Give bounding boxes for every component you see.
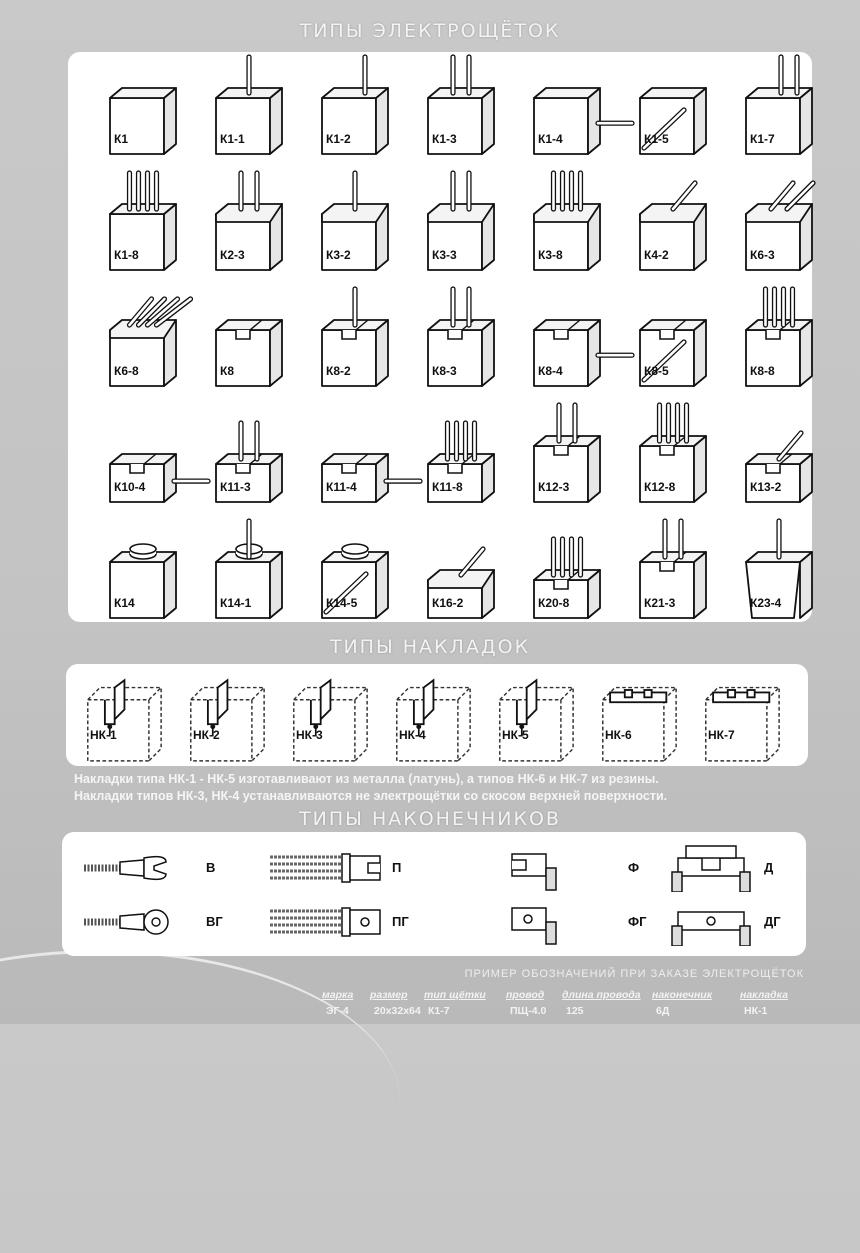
- pad-label: НК-1: [90, 728, 117, 742]
- brush-к14-5: [302, 518, 412, 628]
- brush-к20-8: [514, 518, 624, 628]
- brush-label: К21-3: [644, 596, 676, 610]
- pad-drawing: [181, 668, 291, 778]
- brush-drawing: [302, 54, 412, 164]
- brush-drawing: [90, 54, 200, 164]
- brush-drawing: [620, 170, 730, 280]
- pad-drawing: [593, 668, 703, 778]
- brush-drawing: [408, 54, 518, 164]
- brush-label: К1-3: [432, 132, 457, 146]
- brush-drawing: [620, 402, 730, 512]
- brush-к11-8: [408, 402, 518, 512]
- brush-drawing: [726, 402, 836, 512]
- brush-к1-7: [726, 54, 836, 164]
- brush-label: К14: [114, 596, 135, 610]
- brush-label: К1-1: [220, 132, 245, 146]
- brush-types-title: ТИПЫ ЭЛЕКТРОЩЁТОК: [299, 20, 561, 42]
- brush-label: К1-7: [750, 132, 775, 146]
- pad-label: НК-6: [605, 728, 632, 742]
- brush-drawing: [514, 402, 624, 512]
- order-column-head: тип щётки: [424, 989, 486, 1001]
- pad-label: НК-5: [502, 728, 529, 742]
- brush-drawing: [90, 286, 200, 396]
- tip-drawing: [504, 898, 624, 946]
- brush-к11-3: [196, 402, 306, 512]
- brush-label: К3-2: [326, 248, 351, 262]
- pad-label: НК-7: [708, 728, 735, 742]
- order-column-value: 125: [566, 1005, 584, 1017]
- brush-drawing: [620, 54, 730, 164]
- brush-drawing: [90, 402, 200, 512]
- brush-к12-8: [620, 402, 730, 512]
- brush-drawing: [408, 170, 518, 280]
- order-column-head: марка: [322, 989, 354, 1001]
- brush-label: К6-3: [750, 248, 775, 262]
- brush-drawing: [514, 518, 624, 628]
- order-column-value: ПЩ-4.0: [510, 1005, 547, 1017]
- pad-нк-1: [78, 668, 168, 758]
- tip-label: П: [392, 860, 402, 875]
- brush-drawing: [196, 402, 306, 512]
- pad-note-1: Накладки типа НК-1 - НК-5 изготавливают из металла (латунь), а типов НК-6 и НК-7 из резины.: [74, 772, 659, 786]
- pad-note-2: Накладки типов НК-3, НК-4 устанавливаются не электрощётки со скосом верхней поверхности.: [74, 789, 668, 803]
- brush-label: К8-5: [644, 364, 669, 378]
- pad-drawing: [490, 668, 600, 778]
- tip-label: ФГ: [628, 914, 647, 929]
- brush-к14: [90, 518, 200, 628]
- brush-к1-5: [620, 54, 730, 164]
- brush-к3-3: [408, 170, 518, 280]
- tip-drawing: [82, 898, 202, 946]
- pad-нк-7: [696, 668, 786, 758]
- tip-flat-fork: [268, 844, 418, 892]
- tip-label: ВГ: [206, 914, 223, 929]
- brush-label: К14-5: [326, 596, 358, 610]
- pad-types-title: ТИПЫ НАКЛАДОК: [329, 636, 531, 658]
- order-example-title: ПРИМЕР ОБОЗНАЧЕНИЙ ПРИ ЗАКАЗЕ ЭЛЕКТРОЩЁТОК: [464, 968, 804, 980]
- brush-к13-2: [726, 402, 836, 512]
- brush-label: К11-4: [326, 480, 357, 494]
- tip-double-hole: [668, 898, 818, 946]
- brush-label: К1-8: [114, 248, 139, 262]
- brush-label: К1: [114, 132, 128, 146]
- order-column-value: НК-1: [744, 1005, 768, 1017]
- tip-label: ДГ: [764, 914, 781, 929]
- tip-label: В: [206, 860, 216, 875]
- brush-drawing: [726, 518, 836, 628]
- brush-label: К23-4: [750, 596, 782, 610]
- brush-к10-4: [90, 402, 200, 512]
- tip-label: ПГ: [392, 914, 409, 929]
- tip-drawing: [82, 844, 202, 892]
- brush-label: К13-2: [750, 480, 782, 494]
- pad-label: НК-4: [399, 728, 426, 742]
- brush-label: К3-8: [538, 248, 563, 262]
- brush-к8-3: [408, 286, 518, 396]
- tip-flat-hole: [268, 898, 418, 946]
- tip-drawing: [504, 844, 624, 892]
- brush-label: К8: [220, 364, 234, 378]
- pad-label: НК-2: [193, 728, 220, 742]
- brush-label: К6-8: [114, 364, 139, 378]
- brush-label: К16-2: [432, 596, 464, 610]
- pad-drawing: [284, 668, 394, 778]
- brush-label: К11-3: [220, 480, 251, 494]
- order-column-value: ЭГ-4: [326, 1005, 349, 1017]
- brush-label: К12-3: [538, 480, 570, 494]
- tip-flag-fork: [504, 844, 654, 892]
- brush-drawing: [196, 170, 306, 280]
- brush-drawing: [726, 54, 836, 164]
- brush-к2-3: [196, 170, 306, 280]
- order-column-head: провод: [506, 989, 545, 1001]
- brush-types-panel: [68, 52, 812, 622]
- brush-drawing: [408, 286, 518, 396]
- brush-к1-4: [514, 54, 624, 164]
- tip-ring: [82, 898, 232, 946]
- brush-label: К3-3: [432, 248, 457, 262]
- brush-drawing: [302, 286, 412, 396]
- brush-к6-8: [90, 286, 200, 396]
- brush-к1: [90, 54, 200, 164]
- brush-label: К14-1: [220, 596, 252, 610]
- tip-types-panel: [62, 832, 806, 956]
- brush-label: К8-8: [750, 364, 775, 378]
- brush-drawing: [726, 286, 836, 396]
- pad-нк-2: [181, 668, 271, 758]
- brush-drawing: [726, 170, 836, 280]
- tip-flag-hole: [504, 898, 654, 946]
- brush-label: К1-5: [644, 132, 669, 146]
- brush-к23-4: [726, 518, 836, 628]
- pad-types-panel: [66, 664, 808, 766]
- brush-к8: [196, 286, 306, 396]
- order-column-head: размер: [370, 989, 408, 1001]
- brush-drawing: [514, 286, 624, 396]
- brush-drawing: [302, 518, 412, 628]
- pad-label: НК-3: [296, 728, 323, 742]
- brush-drawing: [408, 518, 518, 628]
- order-column-value: 20x32x64: [374, 1005, 421, 1017]
- brush-label: К1-4: [538, 132, 563, 146]
- brush-к8-2: [302, 286, 412, 396]
- order-column-head: накладка: [740, 989, 788, 1001]
- brush-drawing: [620, 286, 730, 396]
- brush-label: К8-2: [326, 364, 351, 378]
- order-column-value: 6Д: [656, 1005, 670, 1017]
- brush-drawing: [90, 170, 200, 280]
- brush-drawing: [302, 402, 412, 512]
- pad-нк-4: [387, 668, 477, 758]
- brush-label: К8-3: [432, 364, 457, 378]
- brush-к1-2: [302, 54, 412, 164]
- brush-label: К4-2: [644, 248, 669, 262]
- brush-к8-8: [726, 286, 836, 396]
- brush-drawing: [302, 170, 412, 280]
- order-column-head: наконечник: [652, 989, 713, 1001]
- brush-label: К20-8: [538, 596, 570, 610]
- brush-drawing: [196, 54, 306, 164]
- brush-к1-8: [90, 170, 200, 280]
- brush-drawing: [196, 286, 306, 396]
- pad-drawing: [78, 668, 188, 778]
- order-column-value: К1-7: [428, 1005, 450, 1017]
- brush-к8-4: [514, 286, 624, 396]
- brush-к8-5: [620, 286, 730, 396]
- brush-к14-1: [196, 518, 306, 628]
- brush-к1-1: [196, 54, 306, 164]
- brush-drawing: [514, 54, 624, 164]
- brush-drawing: [514, 170, 624, 280]
- pad-drawing: [387, 668, 497, 778]
- brush-к3-8: [514, 170, 624, 280]
- order-column-head: длина провода: [562, 989, 641, 1001]
- brush-drawing: [620, 518, 730, 628]
- brush-drawing: [196, 518, 306, 628]
- brush-drawing: [408, 402, 518, 512]
- tip-label: Ф: [628, 860, 640, 875]
- brush-label: К8-4: [538, 364, 563, 378]
- tip-drawing: [268, 898, 388, 946]
- brush-label: К11-8: [432, 480, 463, 494]
- tip-fork: [82, 844, 232, 892]
- brush-к4-2: [620, 170, 730, 280]
- brush-label: К1-2: [326, 132, 351, 146]
- pad-нк-3: [284, 668, 374, 758]
- brush-к16-2: [408, 518, 518, 628]
- tip-double-fork: [668, 844, 818, 892]
- pad-нк-5: [490, 668, 580, 758]
- brush-к6-3: [726, 170, 836, 280]
- order-example-table: [300, 989, 800, 1023]
- tip-types-title: ТИПЫ НАКОНЕЧНИКОВ: [299, 808, 561, 830]
- brush-к11-4: [302, 402, 412, 512]
- pad-нк-6: [593, 668, 683, 758]
- brush-label: К2-3: [220, 248, 245, 262]
- brush-к12-3: [514, 402, 624, 512]
- brush-label: К10-4: [114, 480, 146, 494]
- brush-label: К12-8: [644, 480, 676, 494]
- tip-label: Д: [764, 860, 774, 875]
- pad-drawing: [696, 668, 806, 778]
- tip-drawing: [268, 844, 388, 892]
- brush-к3-2: [302, 170, 412, 280]
- brush-к21-3: [620, 518, 730, 628]
- brush-drawing: [90, 518, 200, 628]
- brush-к1-3: [408, 54, 518, 164]
